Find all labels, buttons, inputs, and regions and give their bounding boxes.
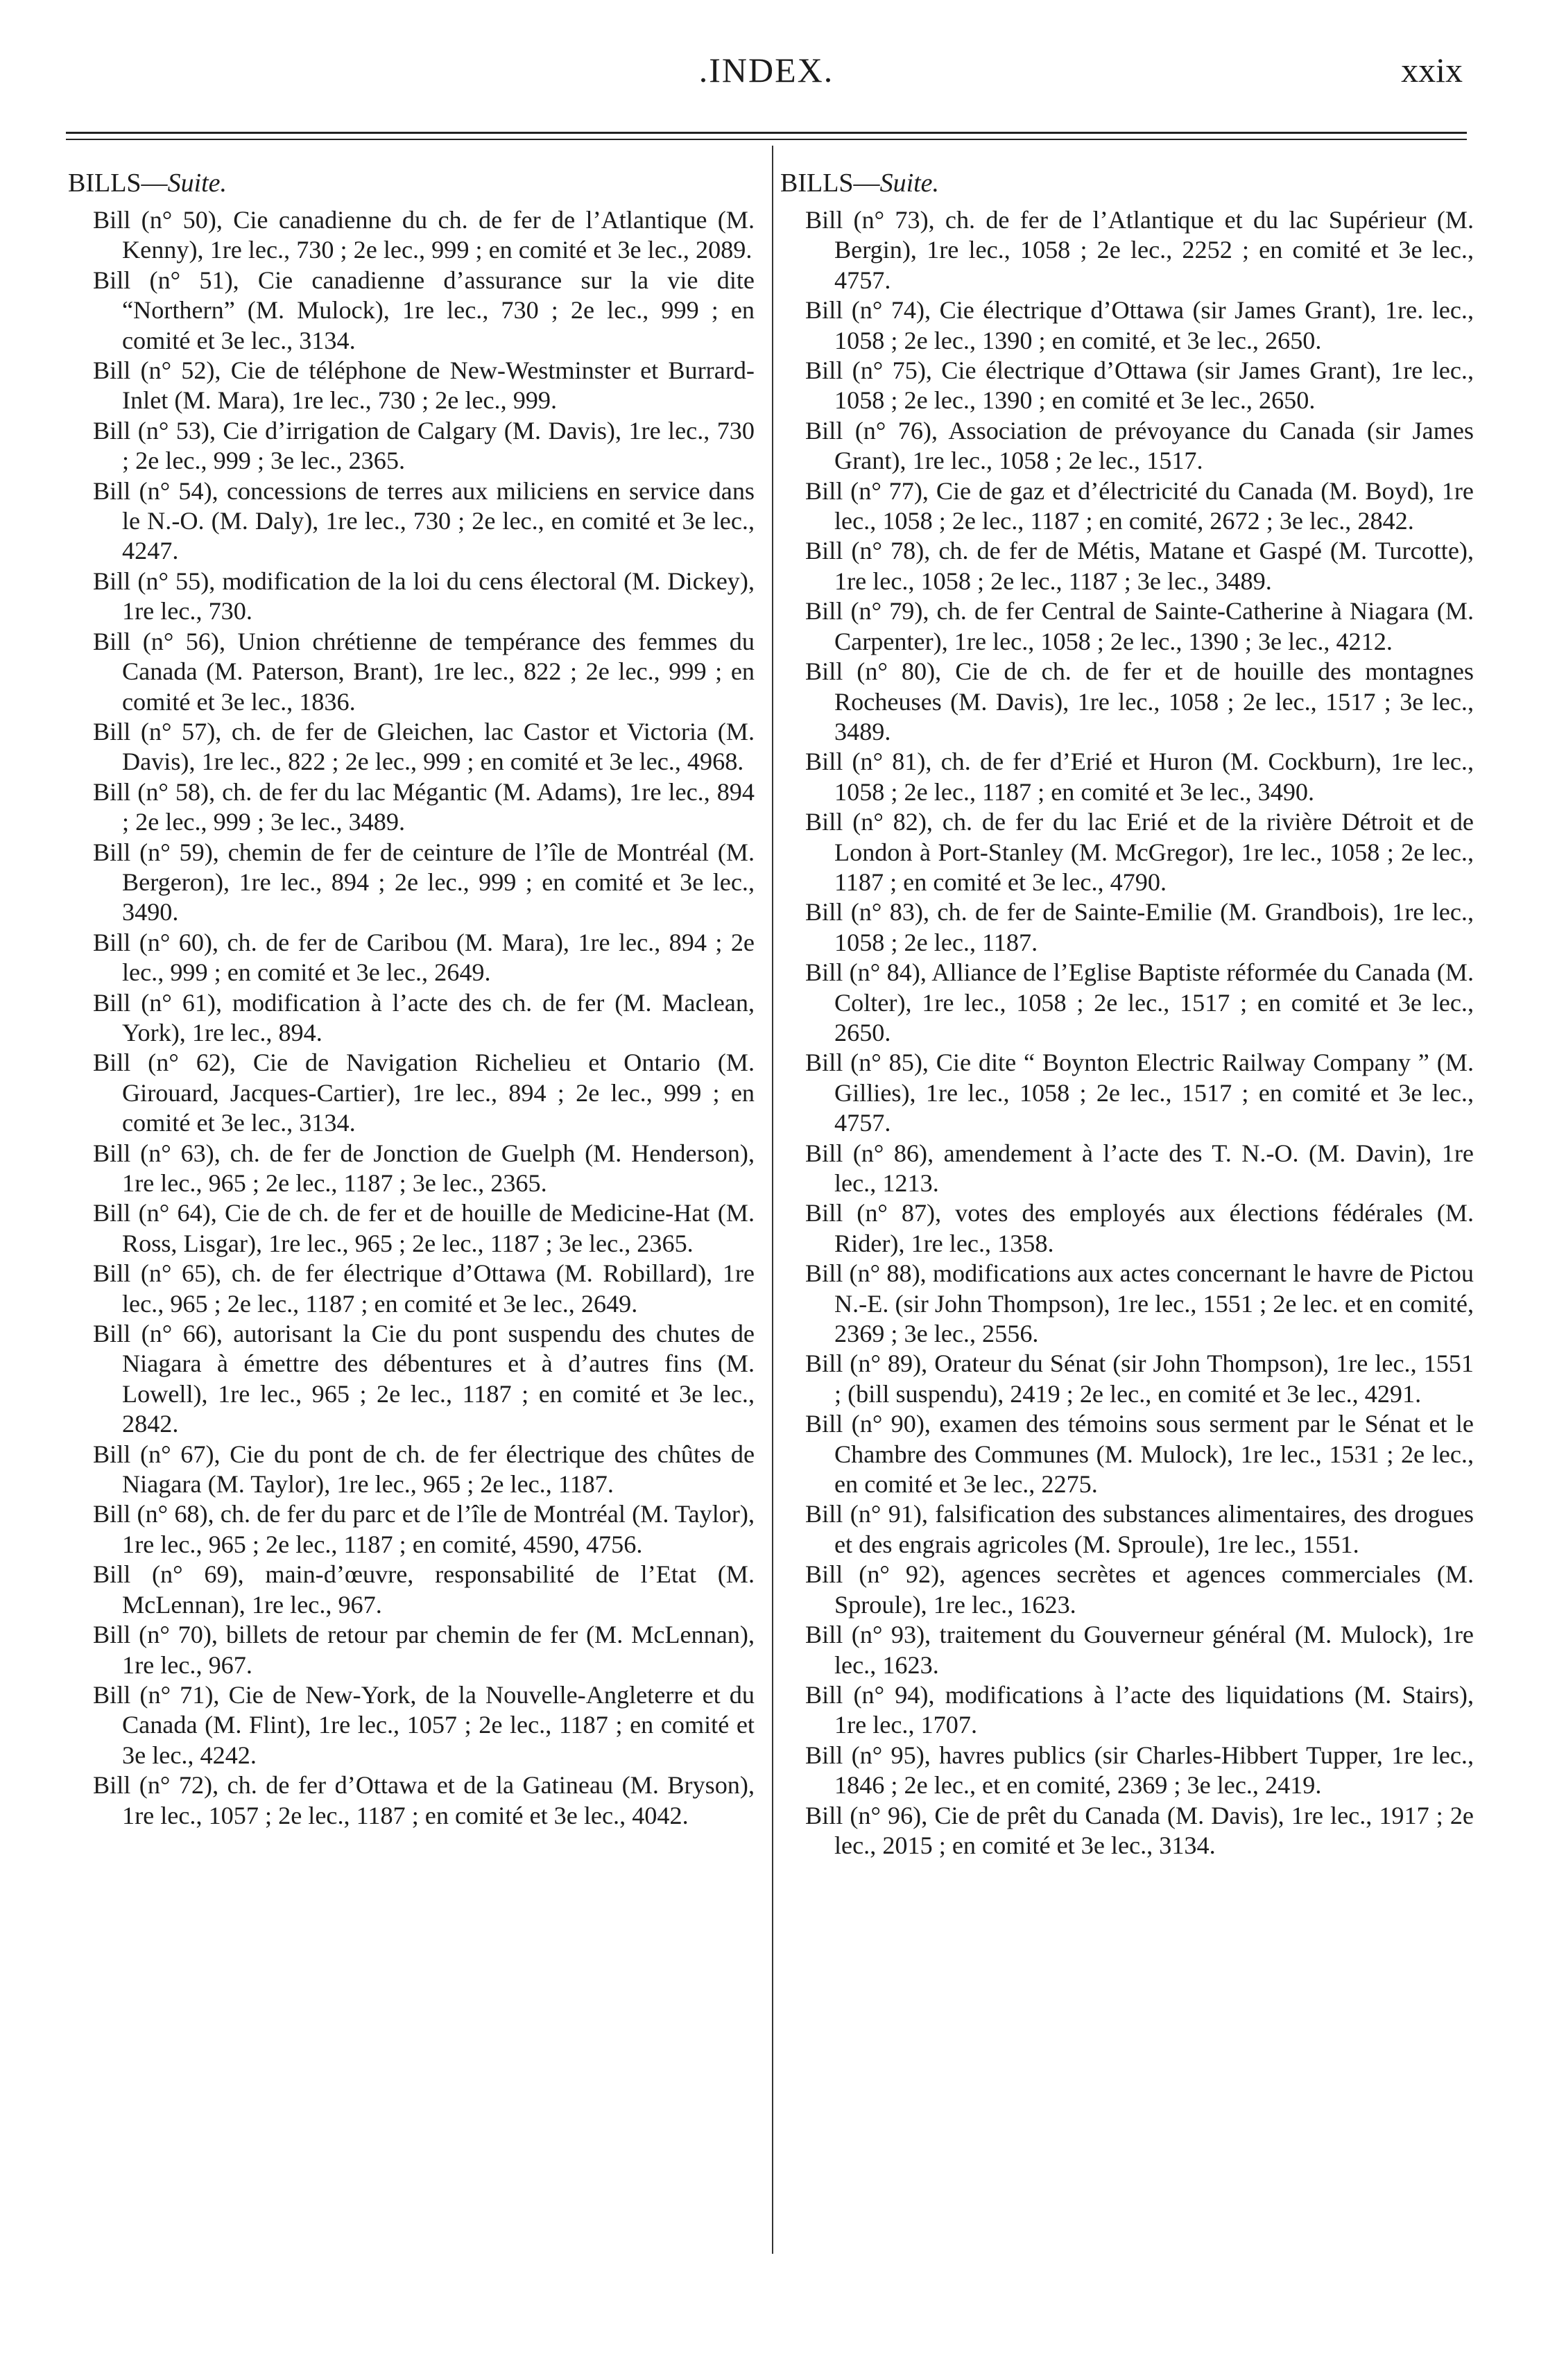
- column-divider: [772, 146, 773, 2254]
- index-entry: Bill (n° 59), chemin de fer de ceinture de l’île de Montréal (M. Bergeron), 1re lec., 894 ; 2e lec., 999 ; en comité et 3e lec., 3490.: [93, 838, 755, 926]
- index-entry: Bill (n° 61), modification à l’acte des ch. de fer (M. Maclean, York), 1re lec., 894.: [93, 988, 755, 1046]
- index-entry: Bill (n° 83), ch. de fer de Sainte-Emilie (M. Grandbois), 1re lec., 1058 ; 2e lec., 1187.: [805, 898, 1474, 956]
- index-entry: Bill (n° 53), Cie d’irrigation de Calgary (M. Davis), 1re lec., 730 ; 2e lec., 999 ; 3e lec., 2365.: [93, 416, 755, 475]
- index-entry: Bill (n° 82), ch. de fer du lac Erié et de la rivière Détroit et de London à Port-Stanley (M. McGregor), 1re lec., 1058 ; 2e lec., 1187 ; en comité et 3e lec., 4790.: [805, 808, 1474, 896]
- index-entry: Bill (n° 70), billets de retour par chemin de fer (M. McLennan), 1re lec., 967.: [93, 1621, 755, 1679]
- index-entry: Bill (n° 95), havres publics (sir Charles-Hibbert Tupper, 1re lec., 1846 ; 2e lec., et en comité, 2369 ; 3e lec., 2419.: [805, 1741, 1474, 1800]
- index-entry: Bill (n° 87), votes des employés aux élections fédérales (M. Rider), 1re lec., 1358.: [805, 1199, 1474, 1257]
- index-entry: Bill (n° 55), modification de la loi du cens électoral (M. Dickey), 1re lec., 730.: [93, 567, 755, 626]
- section-heading: [68, 166, 755, 200]
- page-number: xxix: [1401, 51, 1463, 89]
- index-entry: Bill (n° 76), Association de prévoyance du Canada (sir James Grant), 1re lec., 1058 ; 2e lec., 1517.: [805, 416, 1474, 475]
- index-entry: Bill (n° 72), ch. de fer d’Ottawa et de la Gatineau (M. Bryson), 1re lec., 1057 ; 2e lec., 1187 ; en comité et 3e lec., 4042.: [93, 1771, 755, 1829]
- index-entry: Bill (n° 96), Cie de prêt du Canada (M. Davis), 1re lec., 1917 ; 2e lec., 2015 ; en comité et 3e lec., 3134.: [805, 1801, 1474, 1859]
- index-entry: Bill (n° 94), modifications à l’acte des liquidations (M. Stairs), 1re lec., 1707.: [805, 1680, 1474, 1739]
- index-entry: Bill (n° 74), Cie électrique d’Ottawa (sir James Grant), 1re. lec., 1058 ; 2e lec., 1390 ; en comité, et 3e lec., 2650.: [805, 296, 1474, 354]
- section-heading-suffix: Suite.: [879, 169, 940, 198]
- index-entry: Bill (n° 57), ch. de fer de Gleichen, lac Castor et Victoria (M. Davis), 1re lec., 822 ; 2e lec., 999 ; en comité et 3e lec., 4968.: [93, 717, 755, 776]
- index-entry: Bill (n° 68), ch. de fer du parc et de l’île de Montréal (M. Taylor), 1re lec., 965 ; 2e lec., 1187 ; en comité, 4590, 4756.: [93, 1500, 755, 1558]
- index-entry: Bill (n° 65), ch. de fer électrique d’Ottawa (M. Robillard), 1re lec., 965 ; 2e lec., 1187 ; en comité et 3e lec., 2649.: [93, 1259, 755, 1318]
- section-heading-suffix: Suite.: [167, 169, 227, 198]
- index-entry: Bill (n° 78), ch. de fer de Métis, Matane et Gaspé (M. Turcotte), 1re lec., 1058 ; 2e lec., 1187 ; 3e lec., 3489.: [805, 537, 1474, 595]
- index-entry: Bill (n° 92), agences secrètes et agences commerciales (M. Sproule), 1re lec., 1623.: [805, 1560, 1474, 1619]
- index-entry: Bill (n° 86), amendement à l’acte des T. N.-O. (M. Davin), 1re lec., 1213.: [805, 1139, 1474, 1197]
- entry-list: [68, 205, 755, 1831]
- index-entry: Bill (n° 50), Cie canadienne du ch. de fer de l’Atlantique (M. Kenny), 1re lec., 730 ; 2e lec., 999 ; en comité et 3e lec., 2089.: [93, 206, 755, 264]
- index-entry: Bill (n° 84), Alliance de l’Eglise Baptiste réformée du Canada (M. Colter), 1re lec., 1058 ; 2e lec., 1517 ; en comité et 3e lec., 2650.: [805, 958, 1474, 1046]
- index-entry: Bill (n° 54), concessions de terres aux miliciens en service dans le N.-O. (M. Daly), 1re lec., 730 ; 2e lec., en comité et 3e lec., 4247.: [93, 476, 755, 565]
- index-entry: Bill (n° 81), ch. de fer d’Erié et Huron (M. Cockburn), 1re lec., 1058 ; 2e lec., 1187 ; en comité et 3e lec., 3490.: [805, 748, 1474, 806]
- index-entry: Bill (n° 88), modifications aux actes concernant le havre de Pictou N.-E. (sir John Thompson), 1re lec., 1551 ; 2e lec. et en comité, 2369 ; 3e lec., 2556.: [805, 1259, 1474, 1348]
- index-entry: Bill (n° 60), ch. de fer de Caribou (M. Mara), 1re lec., 894 ; 2e lec., 999 ; en comité et 3e lec., 2649.: [93, 928, 755, 987]
- section-heading-main: BILLS—: [780, 169, 880, 198]
- index-entry: Bill (n° 73), ch. de fer de l’Atlantique et du lac Supérieur (M. Bergin), 1re lec., 1058 ; 2e lec., 2252 ; en comité et 3e lec., 4757.: [805, 206, 1474, 294]
- right-column: [780, 166, 1474, 1861]
- index-entry: Bill (n° 91), falsification des substances alimentaires, des drogues et des engrais agricoles (M. Sproule), 1re lec., 1551.: [805, 1500, 1474, 1558]
- index-entry: Bill (n° 85), Cie dite “ Boynton Electric Railway Company ” (M. Gillies), 1re lec., 1058 ; 2e lec., 1517 ; en comité et 3e lec., 4757.: [805, 1049, 1474, 1137]
- index-entry: Bill (n° 71), Cie de New-York, de la Nouvelle-Angleterre et du Canada (M. Flint), 1re lec., 1057 ; 2e lec., 1187 ; en comité et 3e lec., 4242.: [93, 1680, 755, 1769]
- index-entry: Bill (n° 79), ch. de fer Central de Sainte-Catherine à Niagara (M. Carpenter), 1re lec., 1058 ; 2e lec., 1390 ; 3e lec., 4212.: [805, 597, 1474, 655]
- index-entry: Bill (n° 58), ch. de fer du lac Mégantic (M. Adams), 1re lec., 894 ; 2e lec., 999 ; 3e lec., 3489.: [93, 777, 755, 836]
- section-heading-main: BILLS—: [68, 169, 168, 198]
- index-entry: Bill (n° 77), Cie de gaz et d’électricité du Canada (M. Boyd), 1re lec., 1058 ; 2e lec., 1187 ; en comité, 2672 ; 3e lec., 2842.: [805, 476, 1474, 535]
- index-entry: Bill (n° 90), examen des témoins sous serment par le Sénat et le Chambre des Communes (M. Mulock), 1re lec., 1531 ; 2e lec., en comité et 3e lec., 2275.: [805, 1410, 1474, 1499]
- index-entry: Bill (n° 62), Cie de Navigation Richelieu et Ontario (M. Girouard, Jacques-Cartier), 1re lec., 894 ; 2e lec., 999 ; en comité et 3e lec., 3134.: [93, 1049, 755, 1137]
- index-entry: Bill (n° 89), Orateur du Sénat (sir John Thompson), 1re lec., 1551 ; (bill suspendu), 2419 ; 2e lec., en comité et 3e lec., 4291.: [805, 1349, 1474, 1408]
- entry-list: [780, 205, 1474, 1861]
- index-entry: Bill (n° 56), Union chrétienne de tempérance des femmes du Canada (M. Paterson, Brant), 1re lec., 822 ; 2e lec., 999 ; en comité et 3e lec., 1836.: [93, 627, 755, 716]
- index-entry: Bill (n° 66), autorisant la Cie du pont suspendu des chutes de Niagara à émettre des débentures et à d’autres fins (M. Lowell), 1re lec., 965 ; 2e lec., 1187 ; en comité et 3e lec., 2842.: [93, 1320, 755, 1438]
- index-entry: Bill (n° 75), Cie électrique d’Ottawa (sir James Grant), 1re lec., 1058 ; 2e lec., 1390 ; en comité et 3e lec., 2650.: [805, 356, 1474, 415]
- index-entry: Bill (n° 64), Cie de ch. de fer et de houille de Medicine-Hat (M. Ross, Lisgar), 1re lec., 965 ; 2e lec., 1187 ; 3e lec., 2365.: [93, 1199, 755, 1257]
- index-entry: Bill (n° 93), traitement du Gouverneur général (M. Mulock), 1re lec., 1623.: [805, 1621, 1474, 1679]
- page-header: [66, 43, 1467, 98]
- header-rule-second: [66, 139, 1467, 140]
- index-entry: Bill (n° 63), ch. de fer de Jonction de Guelph (M. Henderson), 1re lec., 965 ; 2e lec., 1187 ; 3e lec., 2365.: [93, 1139, 755, 1197]
- index-entry: Bill (n° 80), Cie de ch. de fer et de houille des montagnes Rocheuses (M. Davis), 1re lec., 1058 ; 2e lec., 1517 ; 3e lec., 3489.: [805, 657, 1474, 745]
- index-entry: Bill (n° 67), Cie du pont de ch. de fer électrique des chûtes de Niagara (M. Taylor), 1re lec., 965 ; 2e lec., 1187.: [93, 1440, 755, 1499]
- left-column: [68, 166, 755, 1831]
- index-entry: Bill (n° 51), Cie canadienne d’assurance sur la vie dite “Northern” (M. Mulock), 1re lec., 730 ; 2e lec., 999 ; en comité et 3e lec., 3134.: [93, 266, 755, 354]
- index-entry: Bill (n° 52), Cie de téléphone de New-Westminster et Burrard-Inlet (M. Mara), 1re lec., 730 ; 2e lec., 999.: [93, 356, 755, 415]
- index-entry: Bill (n° 69), main-d’œuvre, responsabilité de l’Etat (M. McLennan), 1re lec., 967.: [93, 1560, 755, 1619]
- section-heading: [780, 166, 1474, 200]
- header-rule: [66, 132, 1467, 134]
- page-title: .INDEX.: [698, 51, 834, 89]
